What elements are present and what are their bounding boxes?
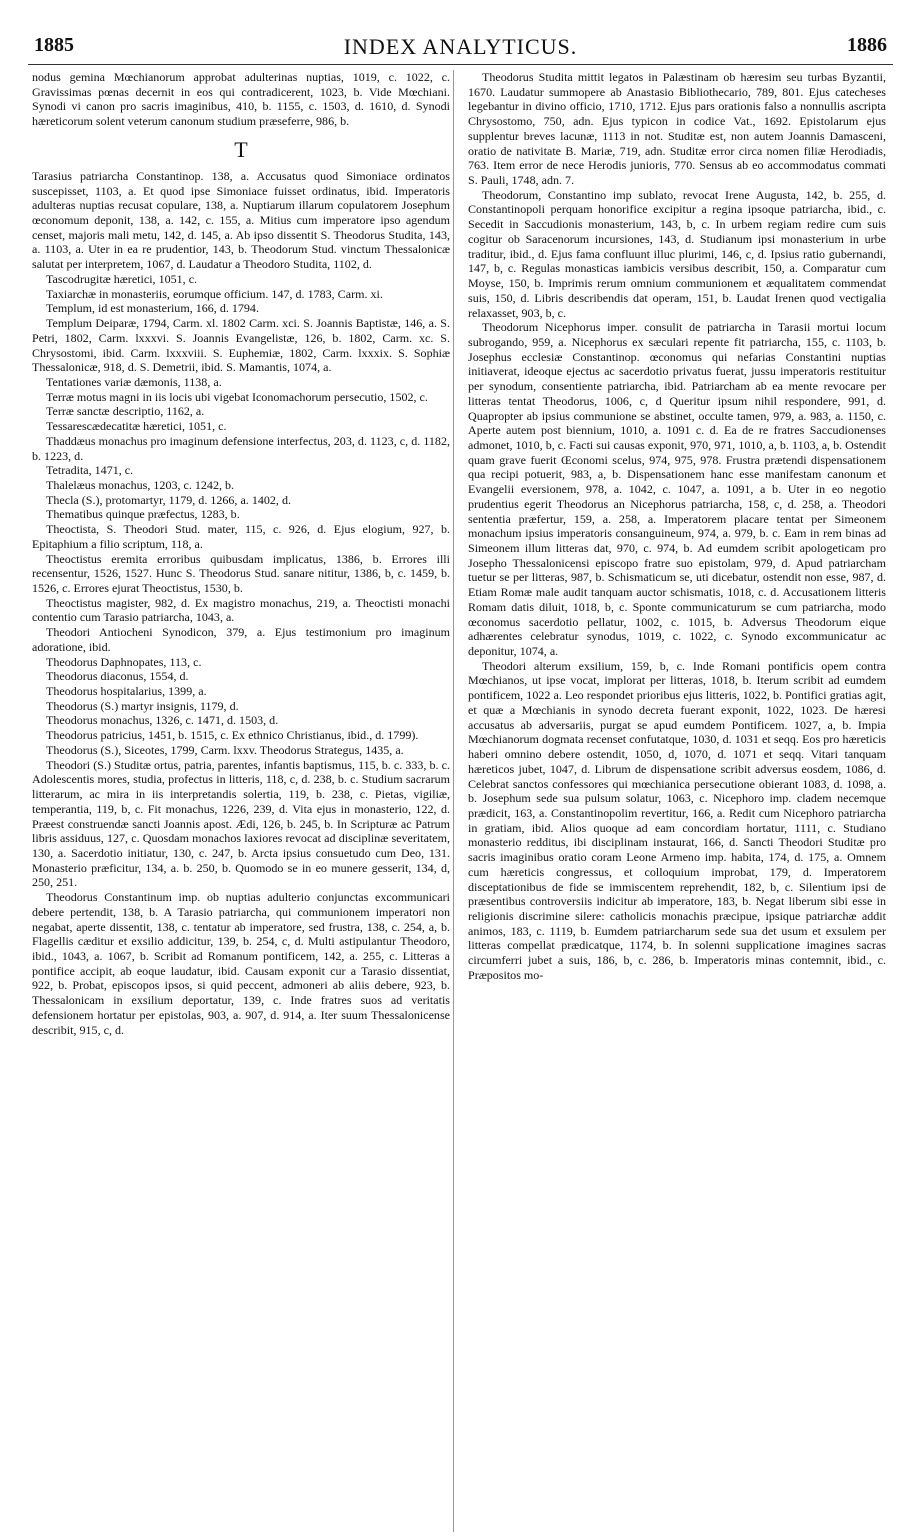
index-entry: Theodori alterum exsilium, 159, b, c. Inde Romani pontificis opem contra Mœchianos, ut ipse vocat, implorat per litteras, 1018, b. Iterum scribit ad eumdem pontificem, 1022 a. Leo respondet prioribus ejus litteris, 1022, b. Pontifici gratias agit, et quæ a Mœchianis in synodo decreta fuerant exponit, 1022, 1023. De hæresi accusatus ab adversariis, purgat se apud eumdem Pontificem. 1027, a, b. Impia Mœchianorum dogmata recenset confutatque, 1030, d. 1031 et seqq. Eos pro hæreticis haberi omnino debere ostendit, 1050, d, 1070, d. 1071 et seqq. Vitari tanquam hæreticos jubet, 1047, d. Librum de dispensatione scribit adversus eosdem, 1086, d. Celebrat sanctos confessores qui mœchianica persecutione obierant 1083, d. 1098, a. b. Josephum sede sua pulsum solatur, 1063, c. Nicephoro imp. cladem necemque prædicit, 163, a. Constantinopolim revertitur, 166, a. Redit cum Nicephoro patriarcha in gratiam, ibid. Alios quoque ad eam concordiam hortatur, 1111, c. Studiano monasterio redditus, ibi disciplinam instaurat, 166, d. Sancti Theodori Studitæ pro sacris imaginibus oratio coram Leone Armeno imp. habita, 174, d. 175, a. Omnem cum hæreticis congressus, et colloquium improbat, 179, d. Imperatorem disceptationibus de fide se immiscentem reprehendit, 182, b, c. Silentium ipsi de præsentibus controversiis indicitur ab imperatore, 183, b. Negat liberum sibi esse in religionis discrimine silere: catholicis monachis præcipue, ipsique patriarchæ addit animos, 183, c. 1119, b. Eumdem patriarcharum sede sua det usum et exsulem per litteras compellat prædicatque, 1174, b. In solenni supplicatione imagines sacras circumferri jubet a suis, 186, b, c. 286, b. Imperatoris minas contemnit, ibid., c. Præpositos mo- bbox=[468, 658, 886, 982]
index-entry: Theodorus hospitalarius, 1399, a. bbox=[46, 684, 207, 699]
index-entry: Tessarescædecatitæ hæretici, 1051, c. bbox=[46, 419, 227, 434]
index-entry: Theodorus (S.) martyr insignis, 1179, d. bbox=[46, 698, 239, 713]
index-entry: Thaddæus monachus pro imaginum defensione interfectus, 203, d. 1123, c, d. 1182, b. 1223, d. bbox=[32, 433, 450, 463]
left-entries bbox=[32, 169, 450, 1037]
index-entry: Templum Deiparæ, 1794, Carm. xl. 1802 Carm. xci. S. Joannis Baptistæ, 146, a. S. Petri, 1802, Carm. lxxxvi. S. Joannis Evangelistæ, 126, b. 1802, Carm. xc. S. Chrysostomi, ibid. Carm. lxxxviii. S. Euphemiæ, 1802, Carm. lxxxix. S. Sophiæ Thessalonicæ, 918, d. S. Demetrii, ibid. S. Mamantis, 1074, a. bbox=[32, 316, 450, 375]
index-entry: Thalelæus monachus, 1203, c. 1242, b. bbox=[46, 477, 235, 492]
index-entry: Theodorus monachus, 1326, c. 1471, d. 1503, d. bbox=[46, 713, 279, 728]
page-number-right: 1886 bbox=[847, 34, 887, 56]
index-entry: Theodori Antiocheni Synodicon, 379, a. Ejus testimonium pro imaginum adoratione, ibid. bbox=[32, 625, 450, 654]
index-entry: Theodorus patricius, 1451, b. 1515, c. Ex ethnico Christianus, ibid., d. 1799). bbox=[46, 728, 419, 743]
page-number-left: 1885 bbox=[34, 34, 74, 56]
index-entry: Theodorus (S.), Siceotes, 1799, Carm. lxxv. Theodorus Strategus, 1435, a. bbox=[46, 742, 404, 757]
column-divider bbox=[453, 70, 454, 1532]
index-entry: Theoctista, S. Theodori Stud. mater, 115, c. 926, d. Ejus elogium, 927, b. Epitaphium a filio scriptum, 118, a. bbox=[32, 522, 450, 551]
index-entry: Theodori (S.) Studitæ ortus, patria, parentes, infantis baptismus, 115, b. c. 333, b. c. Adolescentis mores, studia, profectus in litteris, 118, c, d. 238, b. c. Studium sacrarum litterarum, ac mira in iis interpretandis solertia, 119, b. 238, c. Pietas, vigiliæ, temperantia, 119, b, c. Fit monachus, 1226, 239, d. Vita ejus in monasterio, 122, d. Præest construendæ sancti Joannis apost. Ædi, 126, b. 245, b. In Scripturæ ac Patrum libris assiduus, 127, c. Quosdam monachos laxiores revocat ad disciplinæ severitatem, 130, a. Sacerdotio initiatur, 130, c. 247, b. Arcta ipsius consuetudo cum Deo, 131. Monasterio præficitur, 134, a. b. 250, b. Quomodo se in eo munere gesserit, 134, d, 250, 251. bbox=[32, 757, 450, 890]
index-entry: Templum, id est monasterium, 166, d. 1794. bbox=[46, 301, 259, 316]
index-entry-intro: nodus gemina Mœchianorum approbat adulterinas nuptias, 1019, c. 1022, c. Gravissimas pœnas decernit in eos qui contradicerent, 1023, b. Vide Mœchiani. Synodi vi canon pro sacris imaginibus, 410, b. 1155, c. 1503, d. 1610, d. Synodi hæreticorum solent veterum canonum studium præseferre, 986, b. bbox=[32, 70, 450, 129]
index-entry: Tarasius patriarcha Constantinop. 138, a. Accusatus quod Simoniace ordinatos suscepisset, 1103, a. Et quod ipse Simoniace fuisset ordinatus, ibid. Imperatoris adulteras nuptias recusat copulare, 138, a. Nuptiarum illarum copulatorem Josephum œconomum deponit, 138, a. 142, c. 155, a. Mitius cum imperatore ipso agendum censet, majoris mali metu, 142, d. 145, a. Ab ipso dissentit S. Theodorus Studita, 143, a. 1103, a. Uter in ea re prudentior, 143, b. Theodorum Stud. vinctum Thessalonicæ salutat per interpretem, 1067, d. Laudatur a Theodoro Studita, 1102, d. bbox=[32, 168, 450, 272]
index-entry: Theodorus diaconus, 1554, d. bbox=[46, 669, 189, 684]
index-entry: Thematibus quinque præfectus, 1283, b. bbox=[46, 507, 240, 522]
index-entry: Tascodrugitæ hæretici, 1051, c. bbox=[46, 271, 198, 286]
index-entry: Taxiarchæ in monasteriis, eorumque officium. 147, d. 1783, Carm. xi. bbox=[46, 286, 383, 301]
index-entry: Theodorus Daphnopates, 113, c. bbox=[46, 654, 202, 669]
left-column bbox=[32, 70, 450, 1532]
index-entry: Theodorus Constantinum imp. ob nuptias adulterio conjunctas excommunicari debere pertendit, 138, b. A Tarasio patriarcha, qui communionem imperatori non negabat, aperte dissentit, 138, c. tentatur ab imperatore, sed frustra, 138, c. 254, a, b. Flagellis cæditur et exsilio addicitur, 139, b. 254, c, d. Multi astipulantur Theodoro, ibid., 1043, a. 1067, b. Scribit ad Romanum pontificem, 142, a. 255, c. Litteras a pontifice accipit, ab eoque laudatur, ibid. Causam exponit cur a Tarasio dissentiat, 922, b. Probat, episcopos ipsos, si quid peccent, admoneri ab aliis debere, 923, b. Thessalonicam in exsilium deportatur, 139, c. Inde fratres suos ad veritatis defensionem hortatur per epistolas, 903, a. 907, d. 914, a. Iter suum Thessalonicense describit, 915, c, d. bbox=[32, 890, 450, 1037]
index-entry: Theodorum Nicephorus imper. consulit de patriarcha in Tarasii mortui locum subrogando, 959, a. Nicephorus ex sæculari repente fit patriarcha, 155, c. 1103, b. Josephus ecclesiæ Constantinop. œconomus qui nefarias Constantini nuptias initiaverat, ideoque ejectus ac sacerdotio privatus fuerat, jussu imperatoris restituitur per synodum, consentiente patriarcha, ibid. Patriarcham ab ea mente revocare per litteras tentat Theodorus, 1006, c, d Queritur ipsum nihil respondere, 991, d. Quapropter ab ipsius communione se abstinet, occulte tamen, 979, a. 983, a. 1150, c. Aperte autem post biennium, 1010, a. 1091 c. d. Ea de re fratres Saccudionenses admonet, 1010, b, c. Facti sui causas exponit, 970, 971, 1010, a, b. 1103, a, b. Ostendit quam grave fuerit Œconomi scelus, 974, 975, 978. Frustra prætendi dispensationem qua recipi potuerit, 983, a, b. Dispensationem hanc esse manifestam canonum et Evangelii eversionem, 978, a. 1042, c. 1047, a. 1091, a b. Uter in eo negotio prudentius egerit Theodorus an Nicephorus patriarcha, 158, c, d. 258, a. Theodori sententia præfertur, 159, a. 258, a. Imperatorem placare tentat per Simeonem monachum ipsius imperatoris consanguineum, 974, a. 979, b. c. Eam in rem binas ad Simeonem illum litteras dat, 970, c. 974, b. Ad eumdem scribit apologeticam pro Josepho Thessalonicensi episcopo fratre suo epistolam, 979, d. Apud patriarcham tuetur se per litteras, 987, b. Schismaticum se, uti dicebatur, ostendit non esse, 987, d. Etiam Romæ male audit tanquam auctor schismatis, 1018, c. d. Accusationem litteris Romam datis diluit, 1018, b, c. Sponte communicaturum se cum patriarcha, modo œconomus sacerdotio pellatur, 1002, c. 1015, b. Adversus Theodorum eique adhærentes celebratur synodus, 1019, c. 1022, c. Synodo excommunicatur ac deponitur, 1074, a. bbox=[468, 320, 886, 659]
index-entry: Theodorum, Constantino imp sublato, revocat Irene Augusta, 142, b. 255, d. Constantinopoli perquam honorifice excipitur a regina ipsoque patriarcha, ibid., c. Secedit in Saccudionis monasterium, 143, b, c. In urbem regiam redire cum suis cogitur ob Saracenorum incursiones, 143, d. Studianum ipsi monasterium in urbe traditur, ibid., d. Ejus fama confluunt illuc plurimi, 146, c, d. Ipsius ratio gubernandi, 147, b, c. Regulas monasticas iambicis versibus describit, 150, a. Comparatur cum Moyse, 150, b. Imprimis rerum omnium communionem et æqualitatem commendat suis, 150, d. Libris describendis dat operam, 151, b. Laudat Irenen quod vectigalia relaxasset, 903, b, c. bbox=[468, 187, 886, 320]
index-entry: Theodorus Studita mittit legatos in Palæstinam ob hæresim seu turbas Byzantii, 1670. Laudatur summopere ab Anastasio Bibliothecario, 789, 801. Ejus catecheses legebantur in divino officio, 1710, 1712. Ejus pars orationis falso a nonnullis ascripta Chrysostomo, 750, adn. Ejus typicon in codice Vat., 1692. Epistolarum ejus supplentur breves lacunæ, 1113 in not. Studitæ est, non autem Joannis Damasceni, oratio de nativitate B. Mariæ, 719, adn. Studitæ error circa nomen filiæ Herodiadis, 763. Item error de nece Herodis junioris, 770. Sensus ab eo accommodatus commati S. Pauli, 1748, adn. 7. bbox=[468, 70, 886, 188]
index-entry: Thecla (S.), protomartyr, 1179, d. 1266, a. 1402, d. bbox=[46, 492, 291, 507]
right-entries bbox=[468, 70, 886, 983]
index-entry: Terræ sanctæ descriptio, 1162, a. bbox=[46, 404, 205, 419]
section-letter: T bbox=[234, 136, 248, 162]
index-entry: Tetradita, 1471, c. bbox=[46, 463, 134, 478]
index-entry: Terræ motus magni in iis locis ubi vigebat Iconomachorum persecutio, 1502, c. bbox=[46, 389, 428, 404]
index-entry: Theoctistus eremita erroribus quibusdam implicatus, 1386, b. Errores illi recensentur, 1526, 1527. Hunc S. Theodorus Stud. sanare nititur, 1386, b, c. 1459, b. 1526, c. Errores ejurat Theoctistus, 1530, b. bbox=[32, 551, 450, 595]
running-title: INDEX ANALYTICUS. bbox=[343, 34, 578, 59]
index-entry: Tentationes variæ dæmonis, 1138, a. bbox=[46, 374, 222, 389]
index-entry: Theoctistus magister, 982, d. Ex magistro monachus, 219, a. Theoctisti monachi contentio cum Tarasio patriarcha, 1043, a. bbox=[32, 595, 450, 625]
right-column bbox=[468, 70, 886, 1532]
running-header bbox=[28, 30, 893, 65]
